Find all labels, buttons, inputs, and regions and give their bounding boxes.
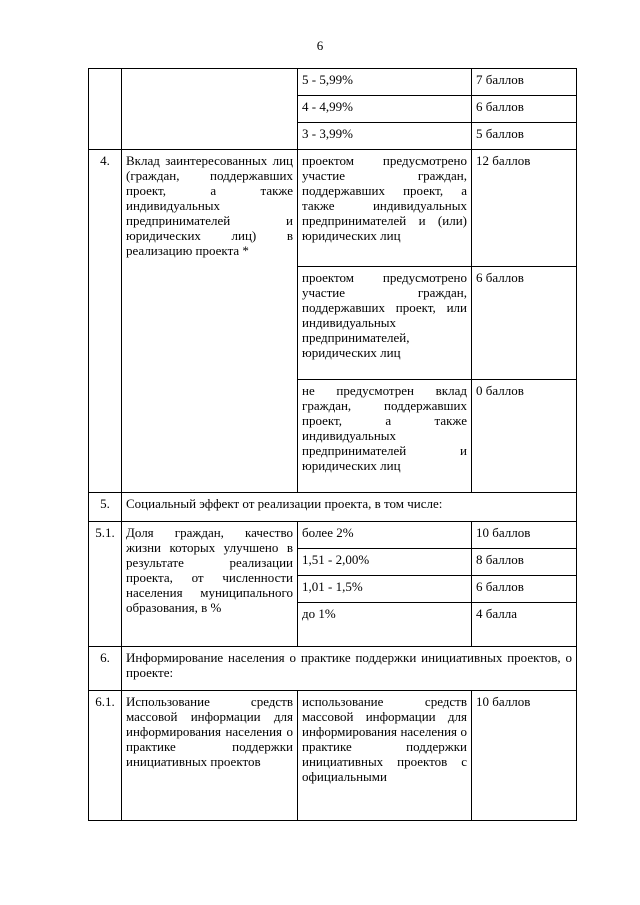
criterion-option: не предусмотрен вклад граждан, поддержавших проект, а также индивидуальных предпринимателей и юридических лиц: [298, 380, 472, 493]
section-number: 6.: [89, 647, 122, 691]
section-title: Информирование населения о практике поддержки инициативных проектов, о проекте:: [122, 647, 577, 691]
criterion-score: 4 балла: [472, 603, 577, 647]
criterion-option: 5 - 5,99%: [298, 69, 472, 96]
table-row: [89, 691, 577, 821]
criterion-option: 3 - 3,99%: [298, 123, 472, 150]
table-row: [89, 522, 577, 549]
criterion-option: 1,51 - 2,00%: [298, 549, 472, 576]
table-row: [89, 69, 577, 96]
criterion-score: 10 баллов: [472, 691, 577, 821]
criterion-name-cell: [122, 69, 298, 150]
criterion-score: 10 баллов: [472, 522, 577, 549]
page-number: 6: [316, 38, 324, 53]
criterion-score: 6 баллов: [472, 96, 577, 123]
criterion-option: 1,01 - 1,5%: [298, 576, 472, 603]
table-row: [89, 647, 577, 691]
section-title: Социальный эффект от реализации проекта, в том числе:: [122, 493, 577, 522]
criterion-name: Вклад заинтересованных лиц (граждан, поддержавших проект, а также индивидуальных предпринимателей и юридических лиц) в реализацию проекта *: [122, 150, 298, 493]
criterion-number: 5.1.: [89, 522, 122, 647]
section-number: 5.: [89, 493, 122, 522]
criteria-table: [88, 68, 577, 821]
criterion-score: 0 баллов: [472, 380, 577, 493]
criterion-name: Использование средств массовой информации для информирования населения о практике поддержки инициативных проектов: [122, 691, 298, 821]
criterion-score: 7 баллов: [472, 69, 577, 96]
criterion-option: до 1%: [298, 603, 472, 647]
table-row: [89, 150, 577, 267]
criterion-score: 5 баллов: [472, 123, 577, 150]
criterion-name: Доля граждан, качество жизни которых улучшено в результате реализации проекта, от численности населения муниципального образования, в %: [122, 522, 298, 647]
criterion-score: 8 баллов: [472, 549, 577, 576]
criterion-number: 4.: [89, 150, 122, 493]
criterion-number: 6.1.: [89, 691, 122, 821]
criterion-option: 4 - 4,99%: [298, 96, 472, 123]
criterion-option: проектом предусмотрено участие граждан, поддержавших проект, а также индивидуальных предпринимателей и (или) юридических лиц: [298, 150, 472, 267]
criterion-option: использование средств массовой информации для информирования населения о практике поддержки инициативных проектов с официальными: [298, 691, 472, 821]
table-row: [89, 493, 577, 522]
criterion-score: 12 баллов: [472, 150, 577, 267]
criterion-option: проектом предусмотрено участие граждан, поддержавших проект, или индивидуальных предпринимателей, юридических лиц: [298, 267, 472, 380]
criterion-number-cell: [89, 69, 122, 150]
criterion-score: 6 баллов: [472, 576, 577, 603]
criterion-option: более 2%: [298, 522, 472, 549]
criterion-score: 6 баллов: [472, 267, 577, 380]
